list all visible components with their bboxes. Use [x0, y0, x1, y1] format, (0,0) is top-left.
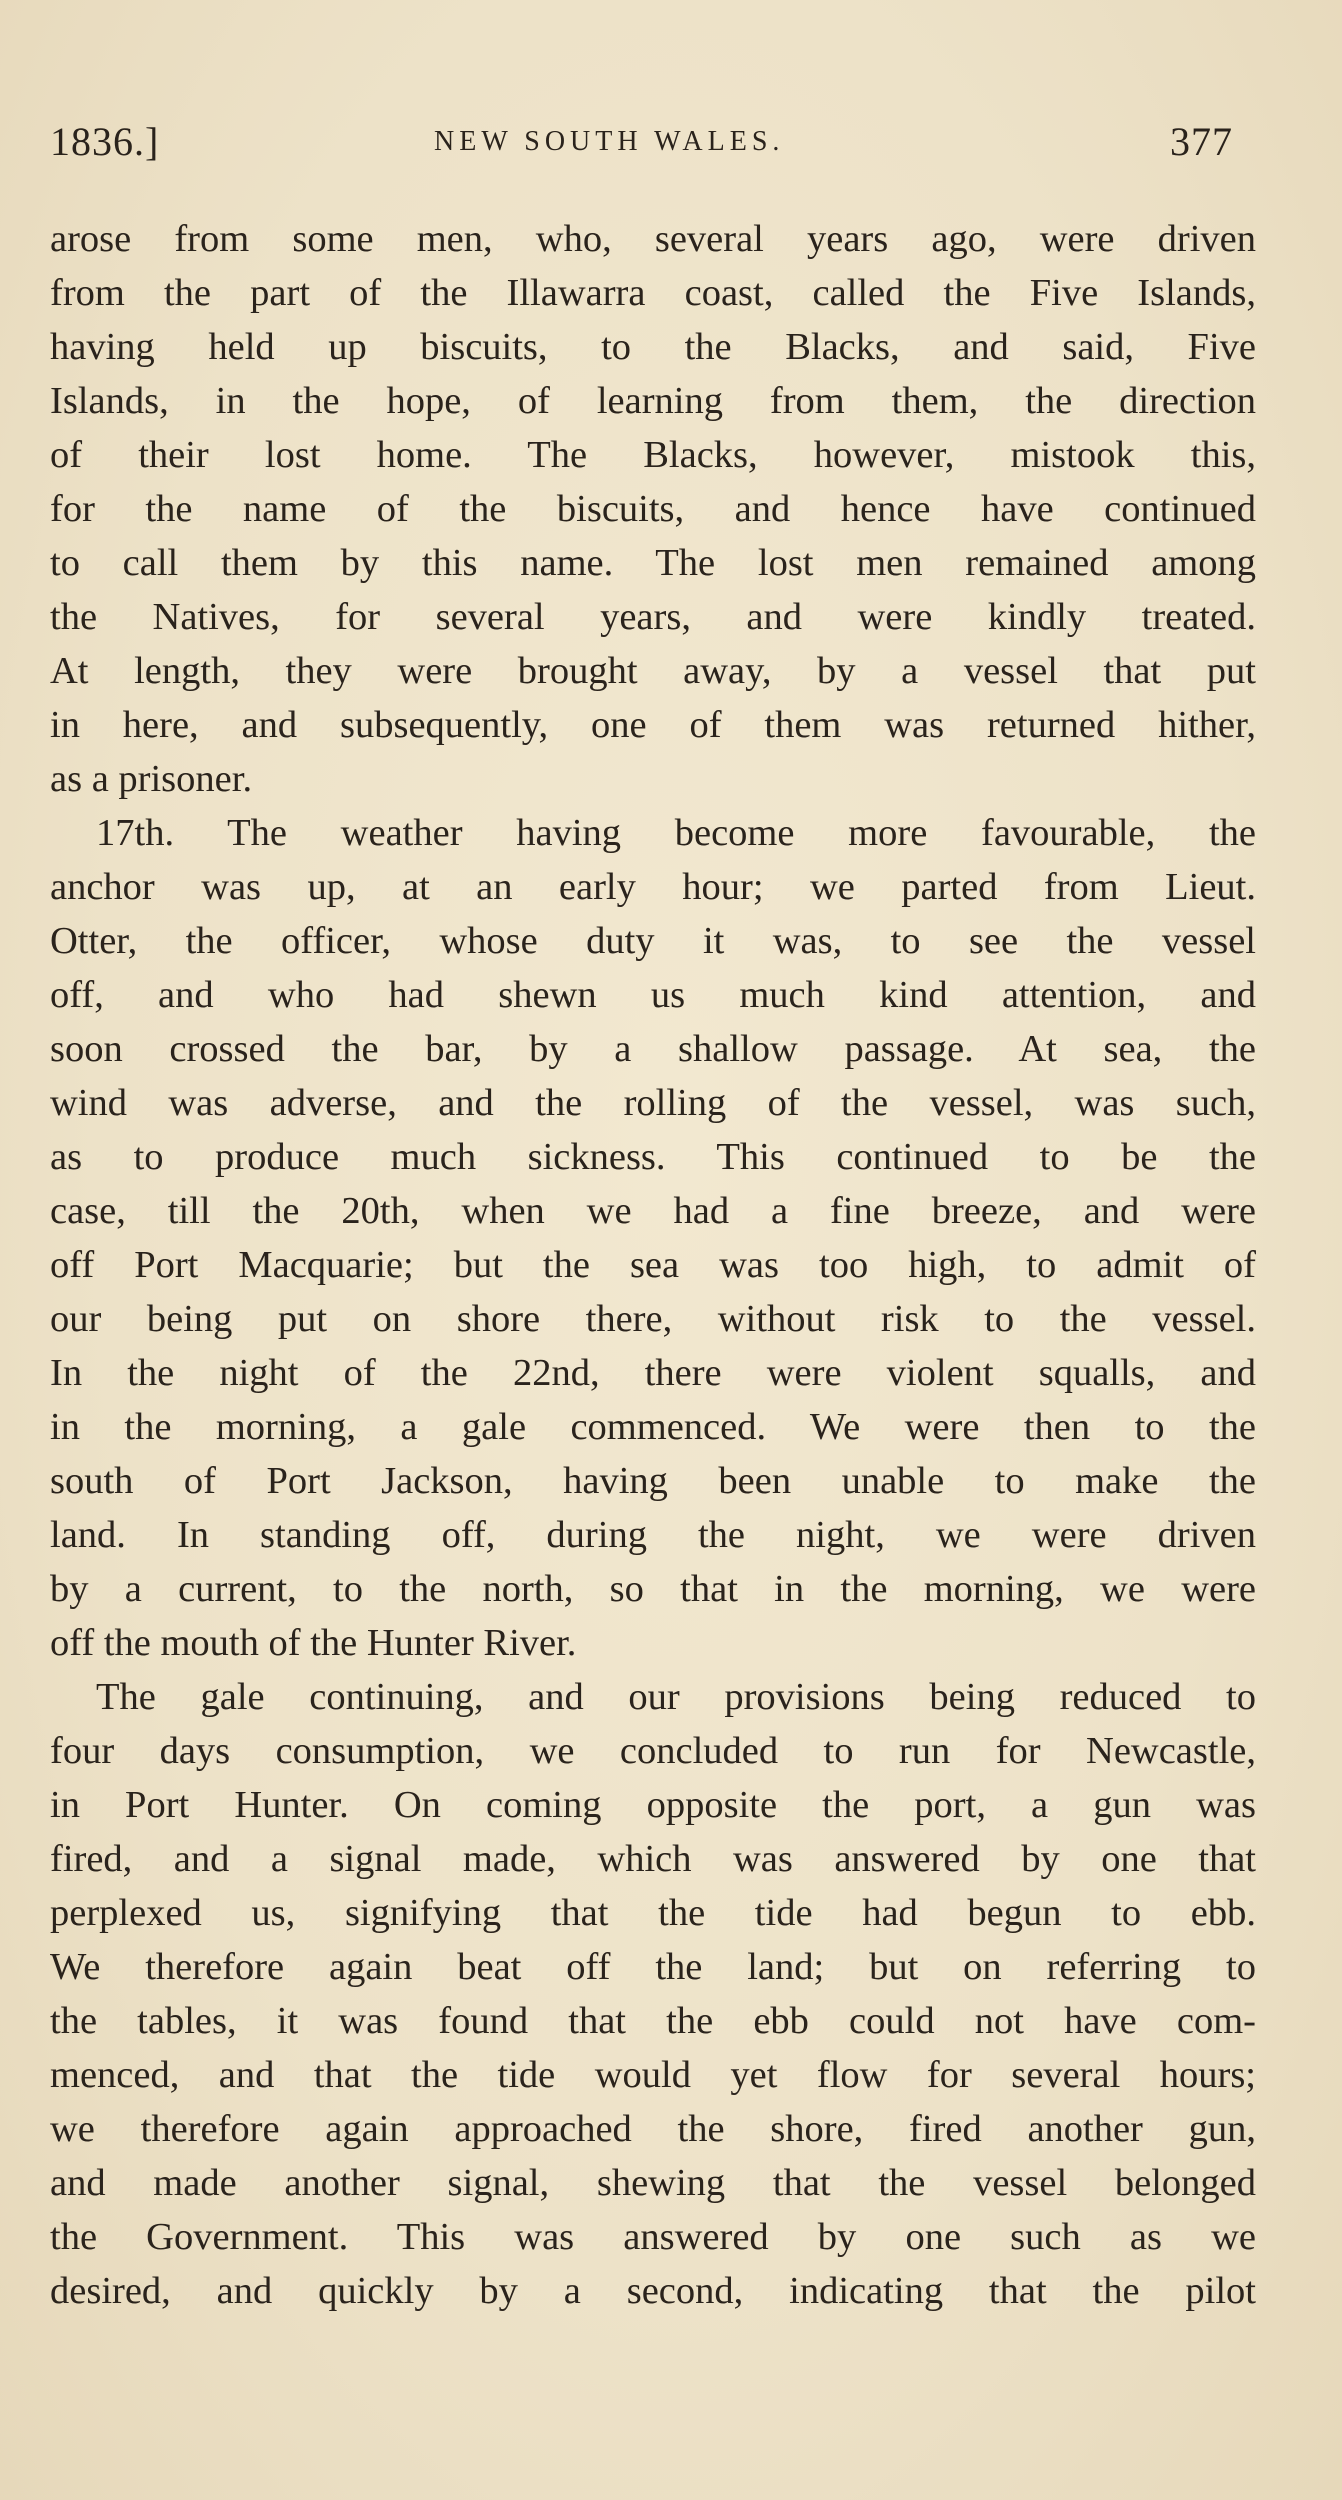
text-line: 17th. The weather having become more favourable, the [96, 812, 1256, 854]
text-line: menced, and that the tide would yet flow for several hours; [50, 2054, 1256, 2096]
text-line: to call them by this name. The lost men remained among [50, 542, 1256, 584]
text-line: off the mouth of the Hunter River. [50, 1622, 577, 1664]
text-line: in the morning, a gale commenced. We were then to the [50, 1406, 1256, 1448]
text-line: perplexed us, signifying that the tide had begun to ebb. [50, 1892, 1256, 1934]
text-line: Islands, in the hope, of learning from them, the direction [50, 380, 1256, 422]
text-line: the Natives, for several years, and were kindly treated. [50, 596, 1256, 638]
text-line: the tables, it was found that the ebb could not have com- [50, 2000, 1256, 2042]
running-header [50, 118, 1250, 178]
text-line: south of Port Jackson, having been unable to make the [50, 1460, 1256, 1502]
text-line: having held up biscuits, to the Blacks, and said, Five [50, 326, 1256, 368]
text-line: We therefore again beat off the land; but on referring to [50, 1946, 1256, 1988]
body-text [50, 212, 1256, 2318]
text-line: we therefore again approached the shore, fired another gun, [50, 2108, 1256, 2150]
text-line: anchor was up, at an early hour; we parted from Lieut. [50, 866, 1256, 908]
text-line: as to produce much sickness. This continued to be the [50, 1136, 1256, 1178]
header-year: 1836.] [50, 119, 160, 164]
text-line: our being put on shore there, without risk to the vessel. [50, 1298, 1256, 1340]
page-number: 377 [1170, 119, 1233, 164]
text-line: from the part of the Illawarra coast, called the Five Islands, [50, 272, 1256, 314]
text-line: desired, and quickly by a second, indicating that the pilot [50, 2270, 1256, 2312]
text-line: case, till the 20th, when we had a fine breeze, and were [50, 1190, 1256, 1232]
text-line: fired, and a signal made, which was answered by one that [50, 1838, 1256, 1880]
text-line: The gale continuing, and our provisions being reduced to [96, 1676, 1256, 1718]
text-line: in here, and subsequently, one of them was returned hither, [50, 704, 1256, 746]
text-line: soon crossed the bar, by a shallow passage. At sea, the [50, 1028, 1256, 1070]
text-line: in Port Hunter. On coming opposite the port, a gun was [50, 1784, 1256, 1826]
text-line: off, and who had shewn us much kind attention, and [50, 974, 1256, 1016]
text-line: off Port Macquarie; but the sea was too high, to admit of [50, 1244, 1256, 1286]
text-line: the Government. This was answered by one such as we [50, 2216, 1256, 2258]
text-line: At length, they were brought away, by a vessel that put [50, 650, 1256, 692]
text-line: land. In standing off, during the night, we were driven [50, 1514, 1256, 1556]
text-line: and made another signal, shewing that the vessel belonged [50, 2162, 1256, 2204]
text-line: for the name of the biscuits, and hence have continued [50, 488, 1256, 530]
text-line: by a current, to the north, so that in the morning, we were [50, 1568, 1256, 1610]
text-line: as a prisoner. [50, 758, 253, 800]
text-line: Otter, the officer, whose duty it was, to see the vessel [50, 920, 1256, 962]
text-line: four days consumption, we concluded to run for Newcastle, [50, 1730, 1256, 1772]
text-line: of their lost home. The Blacks, however, mistook this, [50, 434, 1256, 476]
header-title: NEW SOUTH WALES. [434, 126, 785, 157]
text-line: wind was adverse, and the rolling of the vessel, was such, [50, 1082, 1256, 1124]
text-line: arose from some men, who, several years ago, were driven [50, 218, 1256, 260]
text-line: In the night of the 22nd, there were violent squalls, and [50, 1352, 1256, 1394]
